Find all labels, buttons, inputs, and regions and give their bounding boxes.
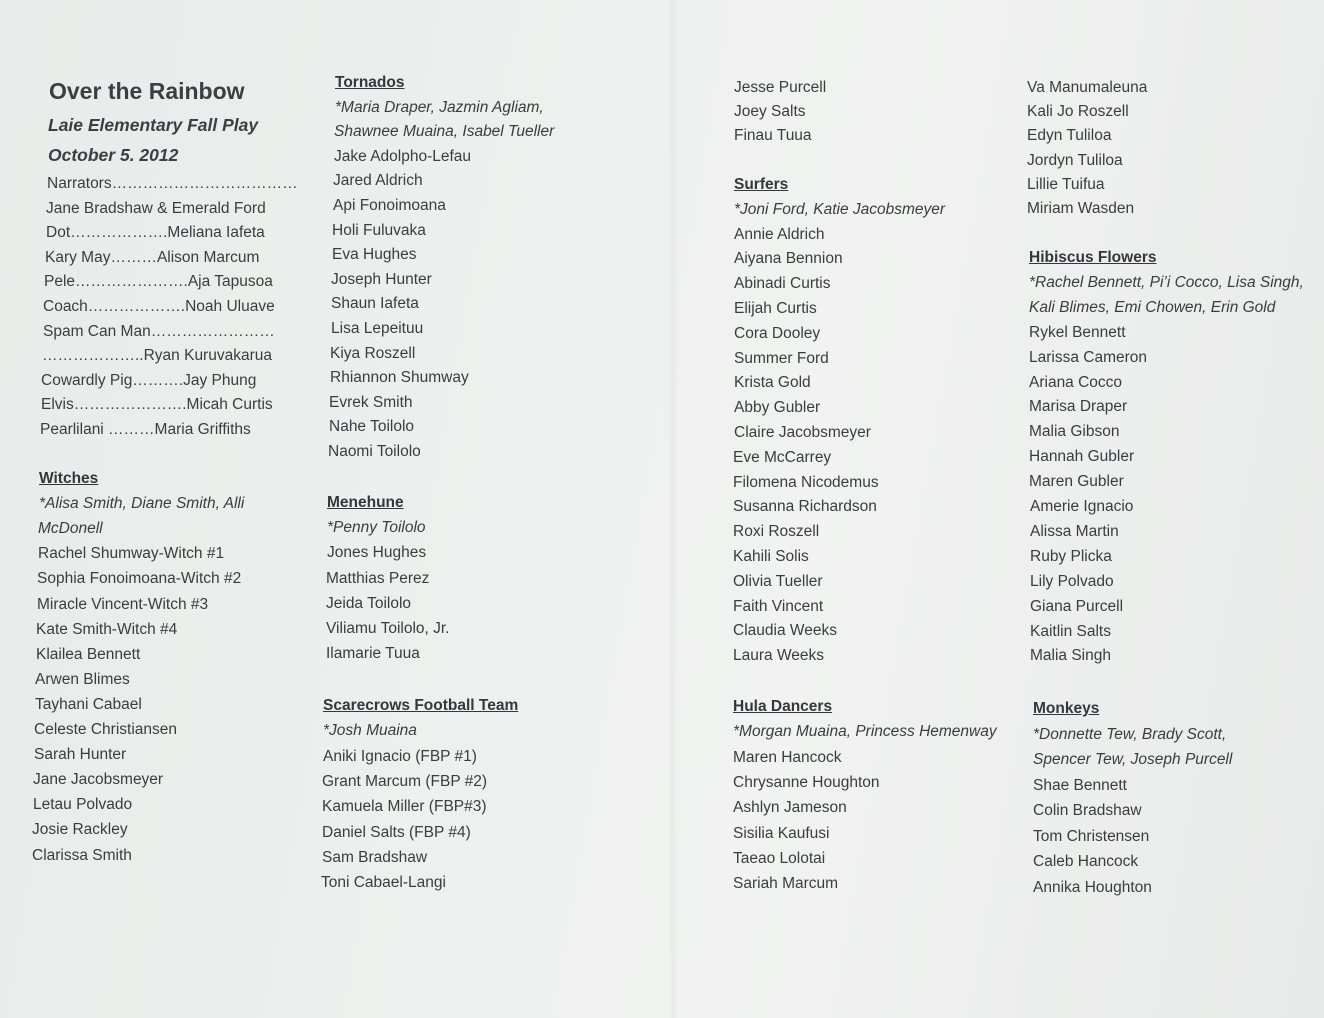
surfers-member: Elijah Curtis [734,300,817,317]
menehune-member: Viliamu Toilolo, Jr. [326,620,450,637]
surfers_cont-member: Lillie Tuifua [1027,175,1105,193]
surfers-member: Laura Weeks [733,647,825,665]
hibiscus-member: Hannah Gubler [1029,448,1135,466]
surfers-member: Eve McCarrey [733,448,832,466]
hibiscus-member: Giana Purcell [1030,597,1124,615]
witches-lead: *Alisa Smith, Diane Smith, Alli [39,495,245,513]
tornados-member: Lisa Lepeituu [331,320,424,337]
surfers-member: Aiyana Bennion [734,250,843,268]
surfers-member: Abinadi Curtis [734,275,831,293]
hibiscus-heading: Hibiscus Flowers [1029,249,1157,266]
tornados-member: Naomi Toilolo [328,443,421,460]
tornados-member: Kiya Roszell [330,344,416,362]
scarecrows-member: Toni Cabael-Langi [321,874,446,892]
scarecrows-heading: Scarecrows Football Team [323,697,519,714]
hula-member: Sariah Marcum [733,875,839,893]
monkeys-member: Caleb Hancock [1033,853,1139,870]
menehune-member: Matthias Perez [326,569,430,587]
menehune-lead: *Penny Toilolo [327,519,426,537]
hibiscus-member: Ariana Cocco [1029,373,1123,391]
surfers-member: Faith Vincent [733,597,824,615]
monkeys-heading: Monkeys [1033,700,1100,717]
hibiscus-lead: *Rachel Bennett, Pi’i Cocco, Lisa Singh, [1029,273,1304,291]
scarecrows-lead: *Josh Muaina [323,722,417,740]
tornados-heading: Tornados [335,74,405,91]
tornados-member: Api Fonoimoana [333,197,446,214]
tornados-member: Shaun Iafeta [331,295,419,313]
hibiscus-member: Lily Polvado [1030,572,1114,590]
monkeys-lead: *Donnette Tew, Brady Scott, [1033,725,1227,743]
surfers-member: Krista Gold [734,374,811,392]
surfers-member: Roxi Roszell [733,523,820,541]
surfers-member: Summer Ford [734,349,829,367]
hula-member: Sisilia Kaufusi [733,824,830,842]
hibiscus-member: Marisa Draper [1029,398,1128,416]
monkeys-member: Colin Bradshaw [1033,802,1142,819]
hibiscus-member: Rykel Bennett [1029,323,1126,341]
tornados-lead: Shawnee Muaina, Isabel Tueller [334,123,555,141]
menehune-heading: Menehune [327,494,404,511]
hibiscus-member: Larissa Cameron [1029,348,1148,366]
surfers_cont-member: Va Manumaleuna [1027,79,1148,96]
hibiscus-member: Ruby Plicka [1030,547,1112,565]
witches-member: Miracle Vincent-Witch #3 [37,595,209,613]
hula-member: Ashlyn Jameson [733,799,847,817]
witches-member: Celeste Christiansen [34,721,178,738]
surfers-lead: *Joni Ford, Katie Jacobsmeyer [734,200,946,218]
surfers-member: Susanna Richardson [733,498,877,516]
witches-member: Clarissa Smith [32,846,132,864]
cast-line: Kary May………Alison Marcum [45,248,260,266]
tornados-member: Joseph Hunter [331,270,432,288]
scarecrows-member: Kamuela Miller (FBP#3) [322,798,487,816]
tornados-member: Eva Hughes [332,246,417,264]
scarecrows-member: Sam Bradshaw [322,848,428,866]
hibiscus-member: Amerie Ignacio [1030,498,1134,515]
tornados-member: Rhiannon Shumway [330,369,469,387]
menehune-member: Ilamarie Tuua [326,645,420,663]
surfers_cont-member: Kali Jo Roszell [1027,103,1129,121]
witches-member: Klailea Bennett [36,645,141,663]
hula-heading: Hula Dancers [733,698,833,715]
tornados-lead: *Maria Draper, Jazmin Agliam, [335,98,544,116]
surfers-heading: Surfers [734,176,789,193]
tornados-member: Holi Fuluvaka [332,221,426,239]
hula-member: Chrysanne Houghton [733,773,880,791]
menehune-member: Jeida Toilolo [326,594,412,612]
cast-line: Narrators……………………………… [47,175,298,192]
hibiscus-member: Malia Singh [1030,647,1111,665]
surfers_cont-member: Jordyn Tuliloa [1027,151,1123,169]
witches-heading: Witches [39,470,99,487]
witches-member: Sophia Fonoimoana-Witch #2 [37,570,242,588]
monkeys-member: Tom Christensen [1033,827,1150,845]
witches-member: Sarah Hunter [34,746,127,764]
hibiscus-member: Alissa Martin [1030,522,1119,540]
surfers-member: Filomena Nicodemus [733,473,879,491]
hula-lead: *Morgan Muaina, Princess Hemenway [733,723,997,741]
tornados-member: Jared Aldrich [333,172,423,190]
cast-line: Coach……………….Noah Uluave [43,298,275,315]
hibiscus-member: Malia Gibson [1029,423,1120,441]
witches-lead: McDonell [38,520,103,538]
tornados-member: Nahe Toilolo [329,418,415,436]
witches-member: Jane Jacobsmeyer [33,771,164,789]
tornados_cont-member: Joey Salts [734,103,806,121]
cast-line: Cowardly Pig……….Jay Phung [41,371,257,389]
hibiscus-member: Maren Gubler [1029,473,1124,491]
cast-line: Dot……………….Meliana Iafeta [46,224,265,242]
hibiscus-member: Kaitlin Salts [1030,622,1111,640]
school-name: Laie Elementary Fall Play [48,115,259,135]
surfers-member: Claire Jacobsmeyer [734,424,871,441]
surfers-member: Annie Aldrich [734,225,825,243]
hula-member: Maren Hancock [733,748,842,766]
hula-member: Taeao Lolotai [733,849,826,867]
hibiscus-lead: Kali Blimes, Emi Chowen, Erin Gold [1029,298,1276,316]
scarecrows-member: Grant Marcum (FBP #2) [322,772,488,790]
surfers_cont-member: Miriam Wasden [1027,200,1135,217]
scarecrows-member: Daniel Salts (FBP #4) [322,823,471,841]
cast-line: Pele………………….Aja Tapusoa [44,273,273,291]
witches-member: Letau Polvado [33,796,133,814]
monkeys-member: Annika Houghton [1033,878,1152,896]
surfers-member: Kahili Solis [733,548,809,565]
witches-member: Kate Smith-Witch #4 [36,620,178,638]
scarecrows-member: Aniki Ignacio (FBP #1) [323,747,477,765]
monkeys-member: Shae Bennett [1033,776,1127,794]
monkeys-lead: Spencer Tew, Joseph Purcell [1033,751,1233,768]
surfers-member: Olivia Tueller [733,572,823,590]
witches-member: Josie Rackley [32,821,128,839]
surfers-member: Abby Gubler [734,399,821,417]
surfers-member: Claudia Weeks [733,622,837,640]
cast-line: Elvis………………….Micah Curtis [41,396,273,414]
cast-line: Pearlilani ………Maria Griffiths [40,421,251,438]
play-date: October 5. 2012 [48,145,179,165]
menehune-member: Jones Hughes [327,544,427,562]
play-title: Over the Rainbow [49,78,245,104]
cast-line: ………………..Ryan Kuruvakarua [42,347,272,365]
witches-member: Rachel Shumway-Witch #1 [38,545,225,563]
cast-line: Spam Can Man…………………… [43,322,275,340]
page-fold [668,0,678,1018]
cast-line: Jane Bradshaw & Emerald Ford [46,199,266,217]
surfers-member: Cora Dooley [734,324,821,342]
tornados-member: Evrek Smith [329,393,413,411]
witches-member: Tayhani Cabael [35,695,142,713]
witches-member: Arwen Blimes [35,670,130,688]
surfers_cont-member: Edyn Tuliloa [1027,127,1112,145]
tornados_cont-member: Jesse Purcell [734,79,827,96]
tornados-member: Jake Adolpho-Lefau [334,147,472,165]
tornados_cont-member: Finau Tuua [734,127,812,145]
